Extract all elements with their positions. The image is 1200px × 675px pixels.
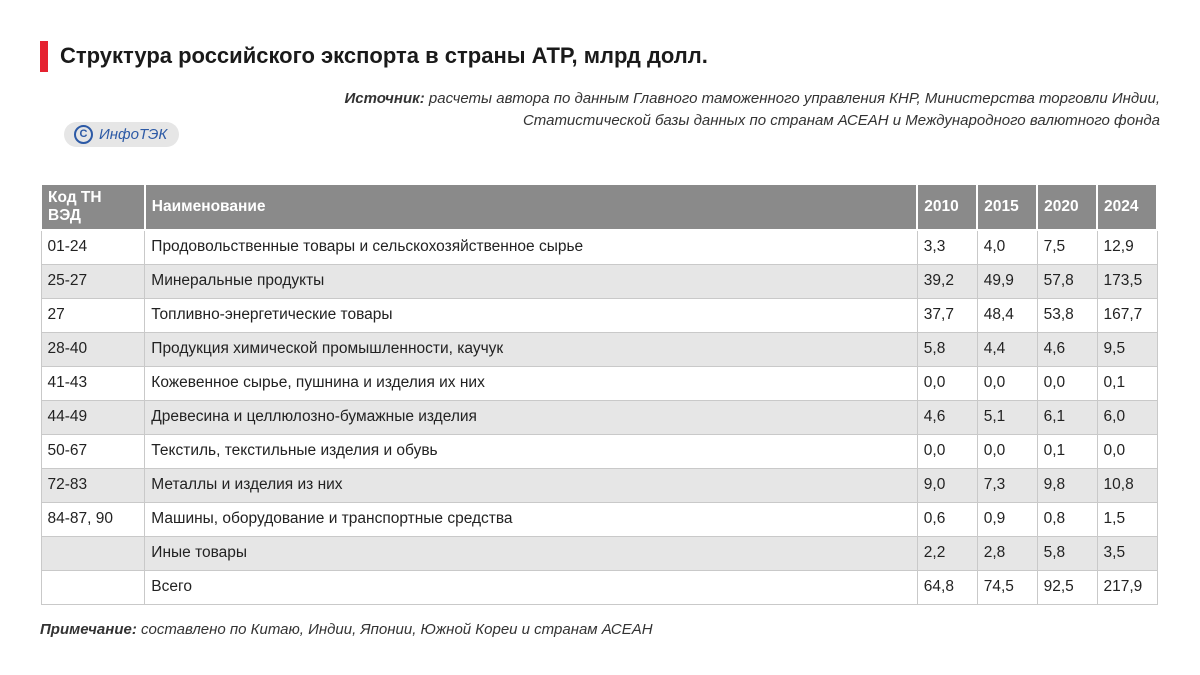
title-accent-bar	[40, 41, 48, 72]
cell-code: 41-43	[41, 366, 145, 400]
table-row	[41, 332, 1157, 366]
header-name: Наименование	[145, 184, 918, 230]
cell-2015: 48,4	[977, 298, 1037, 332]
cell-2015: 0,0	[977, 434, 1037, 468]
cell-name: Металлы и изделия из них	[145, 468, 918, 502]
cell-name: Текстиль, текстильные изделия и обувь	[145, 434, 918, 468]
export-structure-table	[40, 183, 1158, 605]
cell-name: Продукция химической промышленности, каучук	[145, 332, 918, 366]
cell-2015: 2,8	[977, 536, 1037, 570]
note-text: составлено по Китаю, Индии, Японии, Южной Кореи и странам АСЕАН	[141, 621, 653, 638]
cell-2020: 5,8	[1037, 536, 1097, 570]
cell-2010: 5,8	[917, 332, 977, 366]
cell-2020: 9,8	[1037, 468, 1097, 502]
cell-2015: 4,4	[977, 332, 1037, 366]
cell-2015: 4,0	[977, 230, 1037, 264]
brand-name: ИнфоТЭК	[99, 126, 168, 143]
cell-2024: 9,5	[1097, 332, 1157, 366]
page-title: Структура российского экспорта в страны АТР, млрд долл.	[60, 43, 708, 68]
cell-2020: 7,5	[1037, 230, 1097, 264]
cell-code: 25-27	[41, 264, 145, 298]
cell-2010: 3,3	[917, 230, 977, 264]
cell-2010: 39,2	[917, 264, 977, 298]
table-row	[41, 400, 1157, 434]
cell-name: Продовольственные товары и сельскохозяйственное сырье	[145, 230, 918, 264]
cell-2015: 0,0	[977, 366, 1037, 400]
cell-2020: 0,0	[1037, 366, 1097, 400]
cell-2020: 53,8	[1037, 298, 1097, 332]
cell-code: 44-49	[41, 400, 145, 434]
cell-2024: 1,5	[1097, 502, 1157, 536]
cell-2024: 12,9	[1097, 230, 1157, 264]
cell-2020: 0,1	[1037, 434, 1097, 468]
cell-2020: 6,1	[1037, 400, 1097, 434]
cell-2015: 5,1	[977, 400, 1037, 434]
source-note	[300, 88, 1160, 132]
cell-2020: 57,8	[1037, 264, 1097, 298]
cell-name: Кожевенное сырье, пушнина и изделия их них	[145, 366, 918, 400]
source-label: Источник:	[344, 90, 425, 107]
cell-2010: 4,6	[917, 400, 977, 434]
note-label: Примечание:	[40, 621, 137, 638]
cell-2024: 217,9	[1097, 570, 1157, 604]
cell-2015: 49,9	[977, 264, 1037, 298]
brand-badge	[64, 122, 179, 147]
cell-2024: 0,1	[1097, 366, 1157, 400]
table-row	[41, 434, 1157, 468]
cell-name: Всего	[145, 570, 918, 604]
table-row	[41, 366, 1157, 400]
cell-name: Иные товары	[145, 536, 918, 570]
cell-2015: 7,3	[977, 468, 1037, 502]
cell-2015: 0,9	[977, 502, 1037, 536]
cell-name: Минеральные продукты	[145, 264, 918, 298]
cell-code: 84-87, 90	[41, 502, 145, 536]
header-2020: 2020	[1037, 184, 1097, 230]
cell-2015: 74,5	[977, 570, 1037, 604]
header-2024: 2024	[1097, 184, 1157, 230]
table-row	[41, 230, 1157, 264]
cell-2010: 64,8	[917, 570, 977, 604]
cell-code	[41, 536, 145, 570]
header-code: Код ТН ВЭД	[41, 184, 145, 230]
cell-2010: 0,0	[917, 366, 977, 400]
cell-2010: 2,2	[917, 536, 977, 570]
cell-2010: 9,0	[917, 468, 977, 502]
cell-2024: 0,0	[1097, 434, 1157, 468]
cell-2024: 3,5	[1097, 536, 1157, 570]
cell-code: 01-24	[41, 230, 145, 264]
header-2015: 2015	[977, 184, 1037, 230]
cell-2024: 167,7	[1097, 298, 1157, 332]
footnote	[40, 621, 653, 638]
cell-name: Топливно-энергетические товары	[145, 298, 918, 332]
table-row	[41, 502, 1157, 536]
source-text: расчеты автора по данным Главного таможенного управления КНР, Министерства торговли Индии, Статистической базы данных по странам АСЕАН и Международного валютного фонда	[428, 90, 1160, 129]
table-row	[41, 536, 1157, 570]
table-header-row	[41, 184, 1157, 230]
cell-2010: 37,7	[917, 298, 977, 332]
cell-code: 72-83	[41, 468, 145, 502]
cell-2020: 4,6	[1037, 332, 1097, 366]
cell-2010: 0,6	[917, 502, 977, 536]
table-row	[41, 264, 1157, 298]
cell-2020: 0,8	[1037, 502, 1097, 536]
cell-2024: 10,8	[1097, 468, 1157, 502]
table-row	[41, 570, 1157, 604]
cell-2010: 0,0	[917, 434, 977, 468]
cell-code: 50-67	[41, 434, 145, 468]
cell-2020: 92,5	[1037, 570, 1097, 604]
cell-code: 27	[41, 298, 145, 332]
cell-2024: 173,5	[1097, 264, 1157, 298]
header-2010: 2010	[917, 184, 977, 230]
table-row	[41, 298, 1157, 332]
cell-name: Древесина и целлюлозно-бумажные изделия	[145, 400, 918, 434]
table-body	[41, 230, 1157, 604]
table-row	[41, 468, 1157, 502]
cell-code: 28-40	[41, 332, 145, 366]
copyright-icon: C	[74, 125, 93, 144]
cell-2024: 6,0	[1097, 400, 1157, 434]
cell-code	[41, 570, 145, 604]
cell-name: Машины, оборудование и транспортные средства	[145, 502, 918, 536]
